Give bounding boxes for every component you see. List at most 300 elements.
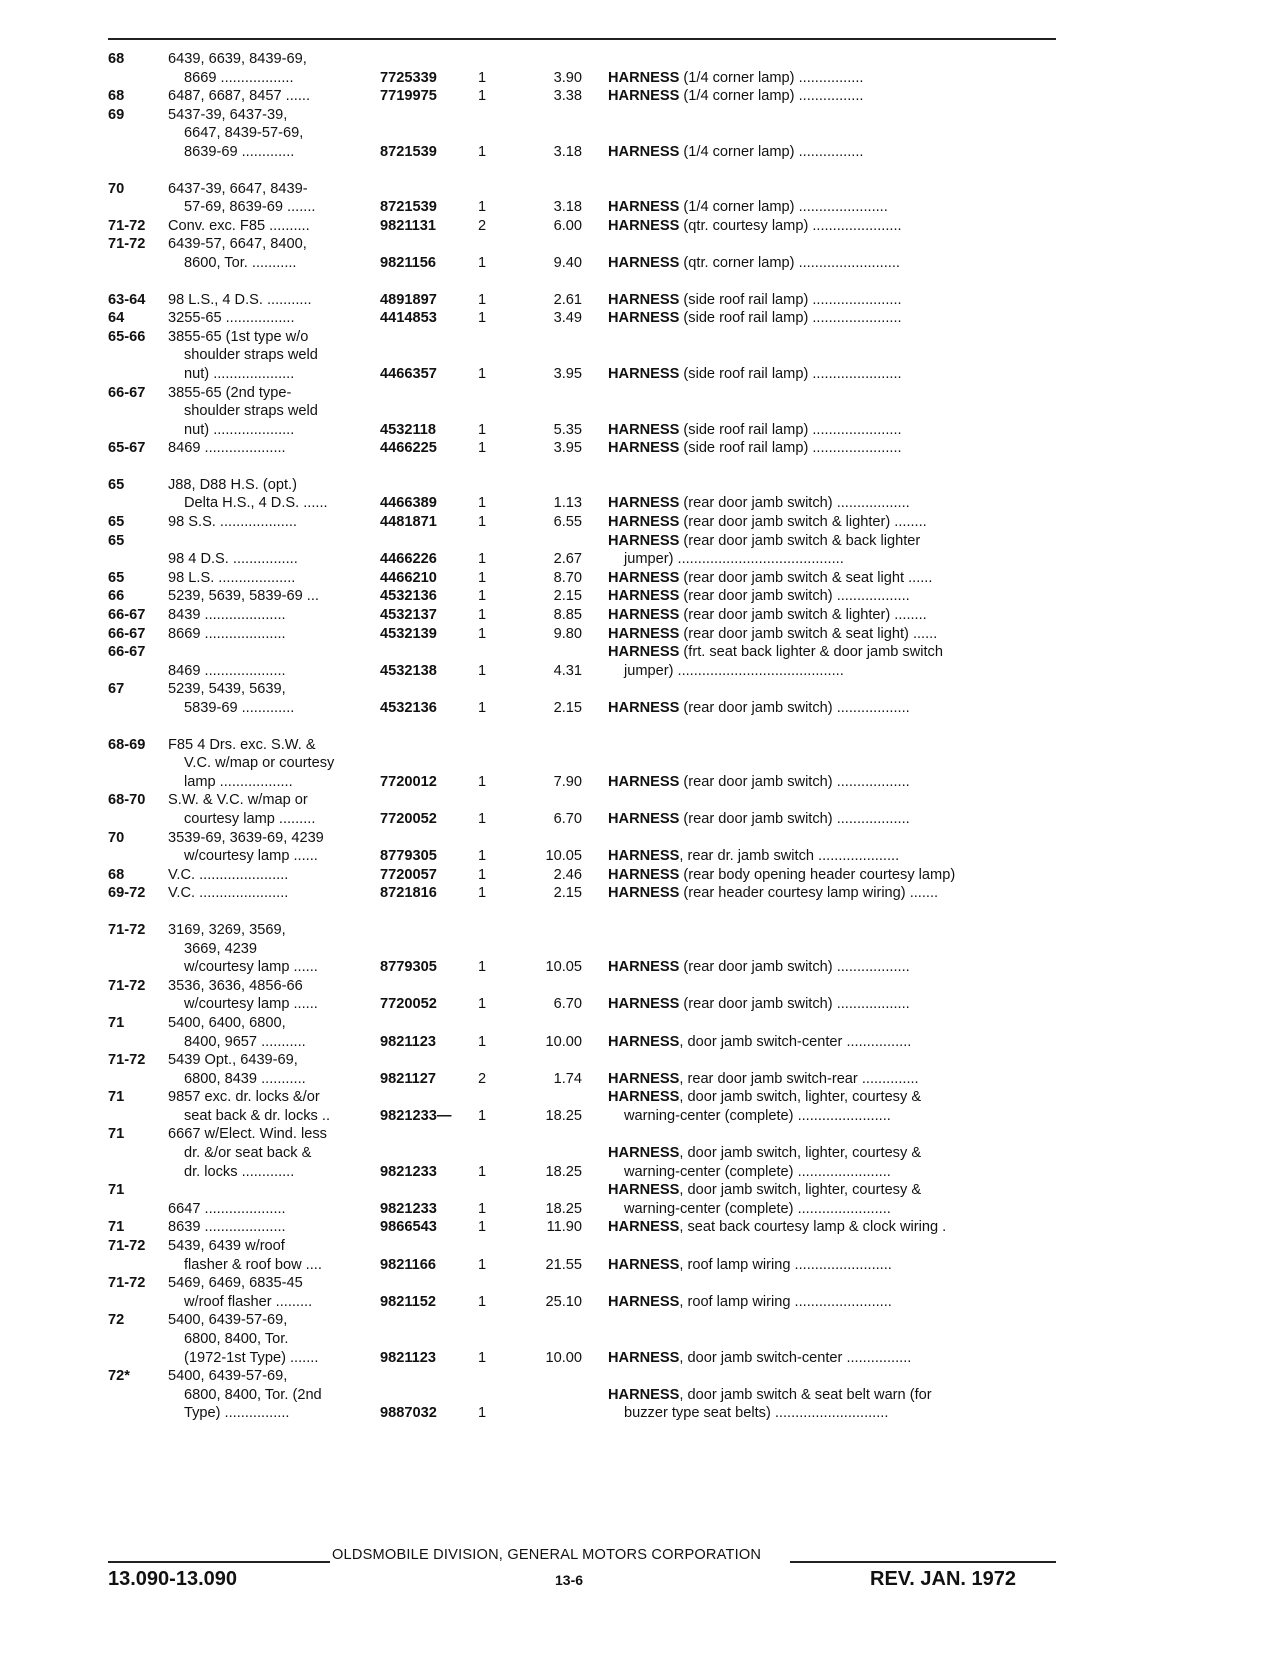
model-line: 6667 w/Elect. Wind. less <box>168 1126 327 1143</box>
description-line <box>608 421 1060 440</box>
price-cell: 9.80 <box>553 625 582 642</box>
model-cell <box>168 569 380 588</box>
description-line <box>608 773 1060 792</box>
quantity-cell: 1 <box>478 143 487 160</box>
description-line <box>608 1404 1060 1423</box>
quantity-cell: 1 <box>478 810 487 827</box>
item-name: HARNESS <box>608 1182 680 1199</box>
part-number-cell: 8721539 <box>380 199 437 216</box>
year-cell: 68 <box>108 88 125 105</box>
part-number-cell: 8721539 <box>380 143 437 160</box>
item-name: HARNESS <box>608 199 680 216</box>
description-cell <box>582 810 1060 829</box>
description-line <box>608 1033 1060 1052</box>
item-detail: (side roof rail lamp) ...................... <box>679 440 902 457</box>
quantity-cell: 1 <box>478 848 487 865</box>
item-name: HARNESS <box>608 421 680 438</box>
year-cell: 66 <box>108 588 125 605</box>
item-detail: (qtr. courtesy lamp) ...................... <box>679 217 902 234</box>
model-line: 8400, 9657 ........... <box>184 1033 306 1050</box>
part-number-cell: 7720057 <box>380 866 437 883</box>
quantity-cell: 1 <box>478 69 487 86</box>
quantity-cell: 1 <box>478 551 487 568</box>
table-row <box>108 606 1060 625</box>
item-detail: (rear header courtesy lamp wiring) ....... <box>679 885 939 902</box>
model-line: 6437-39, 6647, 8439- <box>168 180 308 197</box>
description-line <box>608 291 1060 310</box>
item-name: HARNESS <box>608 495 680 512</box>
table-row <box>108 180 1060 217</box>
year-cell: 65-67 <box>108 440 146 457</box>
model-line: 6439-57, 6647, 8400, <box>168 236 307 253</box>
description-cell <box>582 847 1060 866</box>
description-cell <box>582 884 1060 903</box>
model-cell <box>168 384 380 440</box>
price-cell: 2.67 <box>553 551 582 568</box>
description-line <box>608 1293 1060 1312</box>
description-line <box>608 439 1060 458</box>
model-cell <box>168 328 380 384</box>
description-cell <box>582 309 1060 328</box>
item-name: HARNESS <box>608 848 680 865</box>
table-row <box>108 569 1060 588</box>
item-detail: (side roof rail lamp) ...................... <box>679 291 902 308</box>
part-number-cell: 9866543 <box>380 1219 437 1236</box>
quantity-cell: 1 <box>478 421 487 438</box>
item-detail: (qtr. corner lamp) ......................... <box>679 254 900 271</box>
year-cell: 66-67 <box>108 644 146 661</box>
item-name: HARNESS <box>608 569 680 586</box>
description-line <box>608 587 1060 606</box>
model-cell <box>168 217 380 236</box>
description-line <box>608 1088 1060 1107</box>
footer-page-number: 13-6 <box>555 1572 584 1588</box>
description-line <box>608 643 1060 662</box>
description-cell <box>582 198 1060 217</box>
quantity-cell: 1 <box>478 625 487 642</box>
part-number-cell: 9821152 <box>380 1293 437 1310</box>
item-name: HARNESS <box>608 88 680 105</box>
item-detail: (rear door jamb switch) .................. <box>679 588 910 605</box>
year-cell: 71-72 <box>108 921 146 938</box>
part-number-cell: 9821131 <box>380 217 437 234</box>
item-detail: (side roof rail lamp) ...................... <box>679 421 902 438</box>
part-number-cell: 4891897 <box>380 291 437 308</box>
model-cell <box>168 309 380 328</box>
item-name: HARNESS <box>608 607 680 624</box>
item-name: HARNESS <box>608 514 680 531</box>
item-detail: (rear door jamb switch & seat light) ...... <box>679 625 938 642</box>
model-line: 5400, 6400, 6800, <box>168 1014 286 1031</box>
model-line: 3669, 4239 <box>184 940 258 957</box>
description-cell <box>582 494 1060 513</box>
model-line: (1972-1st Type) ....... <box>184 1349 319 1366</box>
footer-rule-left <box>108 1561 330 1563</box>
description-cell <box>582 365 1060 384</box>
description-cell <box>582 1386 1060 1423</box>
description-line <box>608 365 1060 384</box>
price-cell: 21.55 <box>545 1256 582 1273</box>
model-cell <box>168 476 380 513</box>
model-line: shoulder straps weld <box>184 347 318 364</box>
item-name: HARNESS <box>608 885 680 902</box>
model-cell <box>168 106 380 162</box>
model-line: 9857 exc. dr. locks &/or <box>168 1089 320 1106</box>
model-cell <box>168 977 380 1014</box>
description-line <box>608 1386 1060 1405</box>
price-cell: 6.70 <box>553 810 582 827</box>
item-detail: (side roof rail lamp) ...................... <box>679 365 902 382</box>
table-row <box>108 587 1060 606</box>
description-line <box>608 1256 1060 1275</box>
year-cell: 71 <box>108 1014 125 1031</box>
description-cell <box>582 87 1060 106</box>
year-cell: 66-67 <box>108 607 146 624</box>
table-row <box>108 791 1060 828</box>
item-name: HARNESS <box>608 310 680 327</box>
item-detail: (rear door jamb switch) .................. <box>679 959 910 976</box>
item-detail: (rear door jamb switch) .................. <box>679 810 910 827</box>
year-cell: 70 <box>108 180 125 197</box>
quantity-cell: 1 <box>478 495 487 512</box>
model-cell <box>168 1088 380 1125</box>
item-detail: , door jamb switch, lighter, courtesy & <box>679 1182 922 1199</box>
quantity-cell: 1 <box>478 1405 487 1422</box>
description-cell <box>582 1070 1060 1089</box>
model-line: courtesy lamp ......... <box>184 810 316 827</box>
table-row <box>108 439 1060 458</box>
item-detail: jumper) ......................................... <box>624 662 844 679</box>
table-row <box>108 625 1060 644</box>
quantity-cell: 1 <box>478 1349 487 1366</box>
model-line: dr. &/or seat back & <box>184 1145 312 1162</box>
description-cell <box>582 569 1060 588</box>
description-cell <box>582 1256 1060 1275</box>
model-cell <box>168 291 380 310</box>
part-number-cell: 4481871 <box>380 514 437 531</box>
item-name: HARNESS <box>608 217 680 234</box>
price-cell: 3.49 <box>553 310 582 327</box>
quantity-cell: 1 <box>478 662 487 679</box>
model-line: 8639 .................... <box>168 1219 286 1236</box>
table-row <box>108 1367 1060 1423</box>
description-cell <box>582 254 1060 273</box>
table-row <box>108 1218 1060 1237</box>
table-row <box>108 106 1060 162</box>
model-cell <box>168 680 380 717</box>
price-cell: 1.13 <box>553 495 582 512</box>
table-row <box>108 921 1060 977</box>
part-number-cell: 8721816 <box>380 885 437 902</box>
year-cell: 65 <box>108 569 125 586</box>
description-line <box>608 87 1060 106</box>
model-cell <box>168 513 380 532</box>
part-number-cell: 4532136 <box>380 588 437 605</box>
item-name: HARNESS <box>608 996 680 1013</box>
part-number-cell: 9887032 <box>380 1405 437 1422</box>
table-row <box>108 884 1060 903</box>
description-line <box>608 494 1060 513</box>
quantity-cell: 1 <box>478 514 487 531</box>
description-line <box>608 309 1060 328</box>
part-number-cell: 9821123 <box>380 1349 437 1366</box>
description-line <box>608 866 1060 885</box>
quantity-cell: 1 <box>478 440 487 457</box>
item-detail: (rear door jamb switch) .................. <box>679 700 910 716</box>
year-cell: 63-64 <box>108 291 146 308</box>
year-cell: 71-72 <box>108 217 146 234</box>
table-row <box>108 309 1060 328</box>
part-number-cell: 4466389 <box>380 495 437 512</box>
quantity-cell: 1 <box>478 1219 487 1236</box>
quantity-cell: 1 <box>478 569 487 586</box>
table-row <box>108 513 1060 532</box>
model-line: 5439 Opt., 6439-69, <box>168 1052 298 1069</box>
price-cell: 2.15 <box>553 885 582 902</box>
item-name: HARNESS <box>608 1145 680 1162</box>
description-cell <box>582 1033 1060 1052</box>
description-line <box>608 198 1060 217</box>
price-cell: 2.15 <box>553 588 582 605</box>
quantity-cell: 1 <box>478 866 487 883</box>
model-line: 5839-69 ............. <box>184 700 295 716</box>
year-cell: 64 <box>108 310 125 327</box>
description-line <box>608 1070 1060 1089</box>
model-line: 98 S.S. ................... <box>168 514 297 531</box>
model-line: V.C. ...................... <box>168 885 289 902</box>
item-detail: (1/4 corner lamp) ................ <box>679 143 864 160</box>
year-cell: 71 <box>108 1219 125 1236</box>
part-number-cell: 4466225 <box>380 440 437 457</box>
model-cell <box>168 1125 380 1181</box>
description-cell <box>582 513 1060 532</box>
model-cell <box>168 1200 380 1219</box>
description-line <box>608 810 1060 829</box>
model-cell <box>168 1051 380 1088</box>
item-name: HARNESS <box>608 866 680 883</box>
price-cell: 2.15 <box>553 700 582 716</box>
model-line: V.C. ...................... <box>168 866 289 883</box>
item-name: HARNESS <box>608 700 680 716</box>
part-number-cell: 9821233 <box>380 1200 437 1217</box>
model-cell <box>168 884 380 903</box>
item-name: HARNESS <box>608 1219 680 1236</box>
quantity-cell: 1 <box>478 773 487 790</box>
description-cell <box>582 643 1060 680</box>
item-name: HARNESS <box>608 773 680 790</box>
quantity-cell: 1 <box>478 996 487 1013</box>
description-cell <box>582 143 1060 162</box>
model-line: 98 L.S. ................... <box>168 569 296 586</box>
footer-revision: REV. JAN. 1972 <box>870 1568 1017 1590</box>
item-detail: , door jamb switch & seat belt warn (for <box>679 1386 932 1403</box>
part-number-cell: 9821123 <box>380 1033 437 1050</box>
model-cell <box>168 439 380 458</box>
item-detail: warning-center (complete) ....................... <box>624 1107 891 1124</box>
price-cell: 3.95 <box>553 440 582 457</box>
item-name: HARNESS <box>608 1070 680 1087</box>
model-cell <box>168 50 380 87</box>
price-cell: 9.40 <box>553 254 582 271</box>
item-detail: (1/4 corner lamp) ................ <box>679 88 864 105</box>
table-row <box>108 866 1060 885</box>
item-name: HARNESS <box>608 959 680 976</box>
model-line: w/courtesy lamp ...... <box>184 996 318 1013</box>
table-row <box>108 1311 1060 1367</box>
year-cell: 69-72 <box>108 885 146 902</box>
model-line: 8669 .................. <box>184 69 294 86</box>
quantity-cell: 1 <box>478 885 487 902</box>
description-line <box>608 69 1060 88</box>
model-line: dr. locks ............. <box>184 1163 295 1180</box>
model-cell <box>168 625 380 644</box>
price-cell: 7.90 <box>553 773 582 790</box>
price-cell: 4.31 <box>553 662 582 679</box>
model-line: 8469 .................... <box>168 440 286 457</box>
footer-rule-right <box>790 1561 1056 1563</box>
quantity-cell: 1 <box>478 959 487 976</box>
description-line <box>608 699 1060 718</box>
model-cell <box>168 87 380 106</box>
table-row <box>108 235 1060 272</box>
description-cell <box>582 587 1060 606</box>
model-cell <box>168 606 380 625</box>
model-line: 57-69, 8639-69 ....... <box>184 199 316 216</box>
year-cell: 68-69 <box>108 736 146 753</box>
model-cell <box>168 180 380 217</box>
year-cell: 68 <box>108 51 125 67</box>
quantity-cell: 1 <box>478 607 487 624</box>
model-line: 6647, 8439-57-69, <box>184 125 304 142</box>
item-name: HARNESS <box>608 291 680 308</box>
model-line: nut) .................... <box>184 365 295 382</box>
quantity-cell: 1 <box>478 1163 487 1180</box>
model-line: shoulder straps weld <box>184 403 318 420</box>
model-line: 8469 .................... <box>168 662 286 679</box>
part-number-cell: 9821156 <box>380 254 437 271</box>
item-detail: , rear door jamb switch-rear .............. <box>679 1070 919 1087</box>
quantity-cell: 1 <box>478 588 487 605</box>
table-row <box>108 384 1060 440</box>
model-line: 3855-65 (2nd type- <box>168 384 292 401</box>
year-cell: 69 <box>108 106 125 123</box>
description-cell <box>582 1349 1060 1368</box>
part-number-cell: 4532138 <box>380 662 437 679</box>
description-cell <box>582 1181 1060 1218</box>
year-cell: 68-70 <box>108 792 146 809</box>
price-cell: 5.35 <box>553 421 582 438</box>
model-line: w/courtesy lamp ...... <box>184 959 318 976</box>
part-number-cell: 7720012 <box>380 773 437 790</box>
item-name: HARNESS <box>608 810 680 827</box>
description-line <box>608 532 1060 551</box>
item-detail: (rear body opening header courtesy lamp) <box>679 866 956 883</box>
table-row <box>108 829 1060 866</box>
item-name: HARNESS <box>608 588 680 605</box>
description-cell <box>582 439 1060 458</box>
description-cell <box>582 625 1060 644</box>
quantity-cell: 1 <box>478 1200 487 1217</box>
model-line: 6487, 6687, 8457 ...... <box>168 88 310 105</box>
price-cell: 3.90 <box>553 69 582 86</box>
description-cell <box>582 69 1060 88</box>
part-number-cell: 4466226 <box>380 551 437 568</box>
price-cell: 18.25 <box>545 1107 582 1124</box>
parts-table <box>108 50 1060 1423</box>
price-cell: 18.25 <box>545 1200 582 1217</box>
quantity-cell: 1 <box>478 365 487 382</box>
item-name: HARNESS <box>608 69 680 86</box>
model-cell <box>168 1014 380 1051</box>
item-name: HARNESS <box>608 143 680 160</box>
year-cell: 66-67 <box>108 625 146 642</box>
part-number-cell: 7720052 <box>380 810 437 827</box>
item-detail: buzzer type seat belts) ............................ <box>624 1405 889 1422</box>
item-name: HARNESS <box>608 440 680 457</box>
model-line: V.C. w/map or courtesy <box>184 755 335 772</box>
model-line: 6800, 8400, Tor. <box>184 1331 289 1347</box>
description-cell <box>582 532 1060 569</box>
description-cell <box>582 606 1060 625</box>
model-line: w/courtesy lamp ...... <box>184 848 318 865</box>
footer-section-code: 13.090-13.090 <box>108 1568 238 1590</box>
description-line <box>608 625 1060 644</box>
description-line <box>608 217 1060 236</box>
description-line <box>608 662 1060 681</box>
price-cell: 11.90 <box>546 1219 582 1236</box>
price-cell: 2.46 <box>553 866 582 883</box>
table-row <box>108 1014 1060 1051</box>
model-line: 3169, 3269, 3569, <box>168 921 286 938</box>
description-line <box>608 1163 1060 1182</box>
price-cell: 3.18 <box>553 199 582 216</box>
model-cell <box>168 1274 380 1311</box>
item-detail: , door jamb switch-center ................ <box>679 1033 912 1050</box>
quantity-cell: 1 <box>478 310 487 327</box>
description-line <box>608 569 1060 588</box>
price-cell: 3.18 <box>553 143 582 160</box>
model-line: 3536, 3636, 4856-66 <box>168 977 303 994</box>
year-cell: 72 <box>108 1312 125 1329</box>
footer-corporation: OLDSMOBILE DIVISION, GENERAL MOTORS CORPORATION <box>332 1547 762 1563</box>
model-line: 6439, 6639, 8439-69, <box>168 51 307 67</box>
year-cell: 71 <box>108 1126 125 1143</box>
item-name: HARNESS <box>608 254 680 271</box>
part-number-cell: 8779305 <box>380 959 437 976</box>
price-cell: 10.05 <box>545 959 582 976</box>
model-line: seat back & dr. locks .. <box>184 1107 331 1124</box>
model-line: 5437-39, 6437-39, <box>168 106 288 123</box>
description-line <box>608 847 1060 866</box>
item-name: HARNESS <box>608 625 680 642</box>
model-cell <box>168 1218 380 1237</box>
part-number-cell: 9821233— <box>380 1107 452 1124</box>
model-line: 5239, 5439, 5639, <box>168 681 286 698</box>
model-line: F85 4 Drs. exc. S.W. & <box>168 736 316 753</box>
quantity-cell: 1 <box>478 199 487 216</box>
description-cell <box>582 421 1060 440</box>
item-detail: (1/4 corner lamp) ................ <box>679 69 864 86</box>
item-detail: , door jamb switch, lighter, courtesy & <box>679 1145 922 1162</box>
model-line: 8439 .................... <box>168 607 286 624</box>
model-line: 8669 .................... <box>168 625 286 642</box>
year-cell: 71-72 <box>108 236 146 253</box>
price-cell: 10.05 <box>545 848 582 865</box>
model-cell <box>168 1367 380 1423</box>
model-line: 3855-65 (1st type w/o <box>168 328 309 345</box>
description-cell <box>582 995 1060 1014</box>
item-detail: , roof lamp wiring ........................ <box>679 1256 892 1273</box>
